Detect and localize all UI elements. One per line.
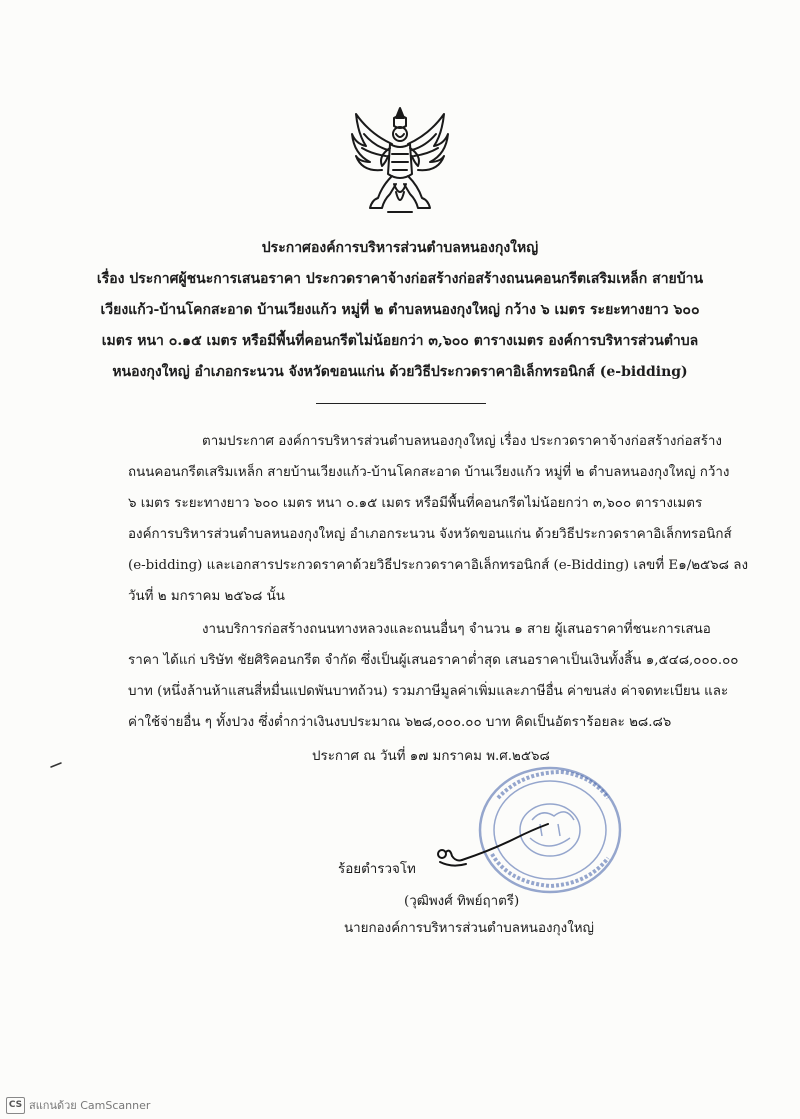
scanner-caption: สแกนด้วย CamScanner	[29, 1099, 151, 1112]
signer-name: (วุฒิพงศ์ ทิพย์ฤาตรี)	[404, 894, 520, 909]
paragraph-line: ราคา ได้แก่ บริษัท ชัยศิริคอนกรีต จำกัด ซึ่งเป็นผู้เสนอราคาต่ำสุด เสนอราคาเป็นเงินทั้งสิ้น ๑,๕๔๘,๐๐๐.๐๐	[128, 653, 739, 668]
header-divider	[316, 403, 486, 404]
paragraph-line: ตามประกาศ องค์การบริหารส่วนตำบลหนองกุงใหญ่ เรื่อง ประกวดราคาจ้างก่อสร้างก่อสร้าง	[202, 434, 722, 449]
subject-line: เมตร หนา ๐.๑๕ เมตร หรือมีพื้นที่คอนกรีตไม่น้อยกว่า ๓,๖๐๐ ตารางเมตร องค์การบริหารส่วนตำบล	[101, 333, 699, 349]
paragraph-line: บาท (หนึ่งล้านห้าแสนสี่หมื่นแปดพันบาทถ้วน) รวมภาษีมูลค่าเพิ่มและภาษีอื่น ค่าขนส่ง ค่าจดทะเบียน และ	[128, 684, 729, 699]
paragraph-line: ค่าใช้จ่ายอื่น ๆ ทั้งปวง ซึ่งต่ำกว่าเงินงบประมาณ ๖๒๘,๐๐๐.๐๐ บาท คิดเป็นอัตราร้อยละ ๒๘.๘๖	[128, 715, 672, 730]
scanner-watermark	[6, 1096, 150, 1114]
paragraph-line: งานบริการก่อสร้างถนนทางหลวงและถนนอื่นๆ จำนวน ๑ สาย ผู้เสนอราคาที่ชนะการเสนอ	[202, 622, 711, 637]
paragraph-winner	[128, 614, 739, 738]
announcement-header	[60, 233, 740, 388]
subject-line: หนองกุงใหญ่ อำเภอกระนวน จังหวัดขอนแก่น ด้วยวิธีประกวดราคาอิเล็กทรอนิกส์ (e-bidding)	[112, 364, 688, 380]
paragraph-line: (e-bidding) และเอกสารประกวดราคาด้วยวิธีประกวดราคาอิเล็กทรอนิกส์ (e-Bidding) เลขที่ E๑/๒๕๖๘ ลง	[128, 558, 748, 573]
announcement-date: ประกาศ ณ วันที่ ๑๗ มกราคม พ.ศ.๒๕๖๘	[312, 749, 550, 764]
subject-line: เวียงแก้ว-บ้านโคกสะอาด บ้านเวียงแก้ว หมู่ที่ ๒ ตำบลหนองกุงใหญ่ กว้าง ๖ เมตร ระยะทางยาว ๖๐๐	[100, 302, 700, 318]
subject-line: เรื่อง ประกาศผู้ชนะการเสนอราคา ประกวดราคาจ้างก่อสร้างก่อสร้างถนนคอนกรีตเสริมเหล็ก สายบ้าน	[96, 271, 704, 287]
camscanner-logo-icon: CS	[6, 1097, 25, 1114]
handwritten-signature	[432, 818, 552, 878]
garuda-emblem-icon	[348, 104, 452, 216]
pen-mark	[50, 762, 62, 768]
signer-rank: ร้อยตำรวจโท	[338, 862, 416, 877]
paragraph-line: วันที่ ๒ มกราคม ๒๕๖๘ นั้น	[128, 589, 285, 604]
signer-title: นายกองค์การบริหารส่วนตำบลหนองกุงใหญ่	[344, 921, 594, 936]
paragraph-line: องค์การบริหารส่วนตำบลหนองกุงใหญ่ อำเภอกระนวน จังหวัดขอนแก่น ด้วยวิธีประกวดราคาอิเล็กทรอนิกส์	[128, 527, 732, 542]
paragraph-line: ถนนคอนกรีตเสริมเหล็ก สายบ้านเวียงแก้ว-บ้านโคกสะอาด บ้านเวียงแก้ว หมู่ที่ ๒ ตำบลหนองกุงใหญ่ กว้าง	[128, 465, 730, 480]
paragraph-reference	[128, 426, 748, 612]
paragraph-line: ๖ เมตร ระยะทางยาว ๖๐๐ เมตร หนา ๐.๑๕ เมตร หรือมีพื้นที่คอนกรีตไม่น้อยกว่า ๓,๖๐๐ ตารางเมตร	[128, 496, 703, 511]
announcement-title: ประกาศองค์การบริหารส่วนตำบลหนองกุงใหญ่	[261, 240, 539, 256]
